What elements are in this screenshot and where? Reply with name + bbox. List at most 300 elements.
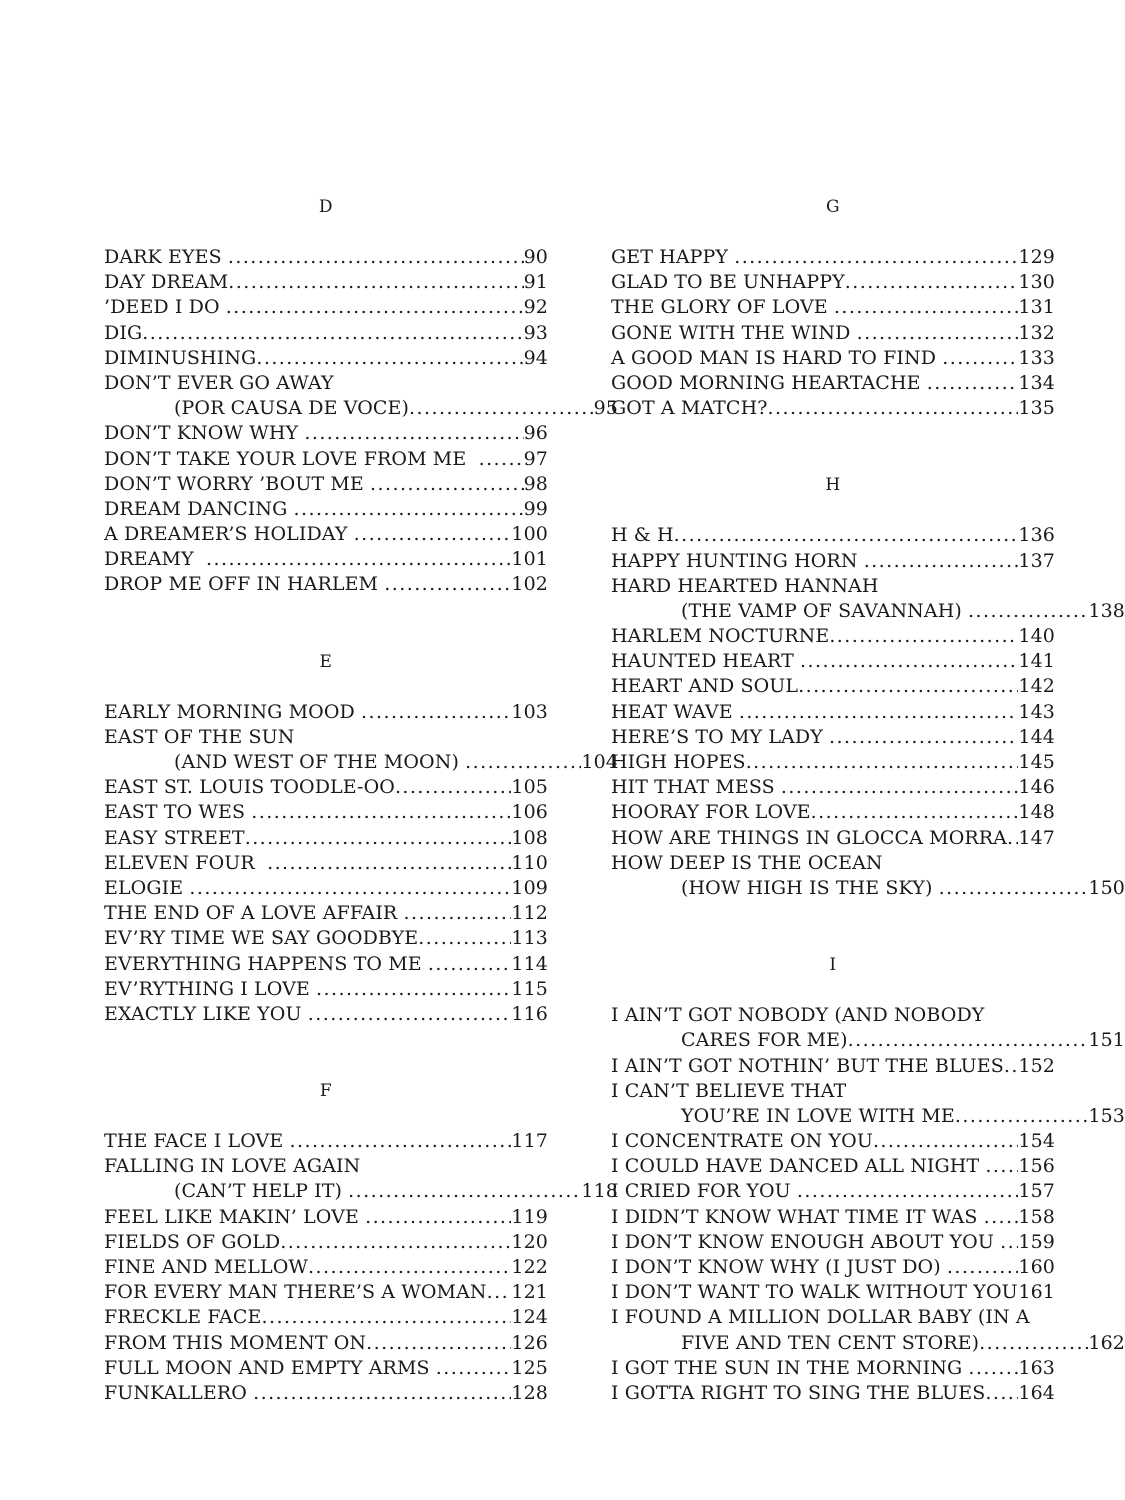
dot-leader [739, 703, 1019, 722]
index-entry-line [611, 295, 1055, 320]
index-entry-line [611, 1305, 1055, 1330]
entry-page-number: 141 [1018, 650, 1055, 673]
index-entry[interactable] [611, 674, 1055, 699]
entry-title: HARLEM NOCTURNE [611, 625, 830, 648]
index-entry-line [611, 700, 1055, 725]
index-entry[interactable] [611, 321, 1055, 346]
left-column [104, 196, 618, 1406]
dot-leader [984, 1208, 1019, 1227]
index-entry[interactable] [104, 547, 548, 572]
index-entry[interactable] [611, 245, 1055, 270]
entry-title: I DON’T KNOW WHY (I JUST DO) [611, 1256, 947, 1278]
entry-title: FOR EVERY MAN THERE’S A WOMAN [104, 1281, 487, 1304]
index-entry-line [611, 245, 1055, 270]
entry-title: DON’T KNOW WHY [104, 422, 305, 445]
entry-page-number: 118 [581, 1180, 618, 1203]
index-entry-line [104, 977, 548, 1002]
dot-leader [873, 1132, 1018, 1151]
entry-title: GOT A MATCH? [611, 397, 768, 420]
entry-page-number: 120 [511, 1230, 548, 1253]
dot-leader [927, 374, 1019, 393]
index-entry[interactable] [104, 725, 618, 775]
index-section-i [611, 954, 1125, 1406]
entry-title: I DON’T KNOW ENOUGH ABOUT YOU [611, 1230, 1001, 1253]
entry-page-number: 157 [1018, 1180, 1055, 1203]
entry-page-number: 97 [523, 447, 548, 470]
index-entry[interactable] [611, 775, 1055, 800]
entry-title: DIG [104, 321, 143, 344]
entry-page-number: 140 [1018, 625, 1055, 648]
entry-title: HOW DEEP IS THE OCEAN [611, 851, 883, 874]
entry-title: I GOTTA RIGHT TO SING THE BLUES [611, 1381, 986, 1404]
index-entry[interactable] [104, 851, 548, 876]
entry-page-number: 134 [1018, 371, 1055, 394]
entry-title: GOOD MORNING HEARTACHE [611, 371, 927, 394]
entry-page-number: 125 [511, 1356, 548, 1379]
index-entry[interactable] [611, 725, 1055, 750]
index-entry[interactable] [104, 700, 548, 725]
dot-leader [797, 1182, 1019, 1201]
entry-page-number: 128 [511, 1381, 548, 1404]
index-entry-line [611, 750, 1055, 775]
index-entry[interactable] [104, 572, 548, 597]
index-entry[interactable] [104, 876, 548, 901]
index-entry[interactable] [611, 826, 1055, 851]
index-entry-line [104, 1331, 548, 1356]
index-entry[interactable] [611, 574, 1125, 624]
index-entry[interactable] [611, 1154, 1055, 1179]
section-letter: D [318, 197, 334, 217]
entry-page-number: 104 [581, 751, 618, 773]
index-entry-line [104, 421, 548, 446]
index-entry[interactable] [611, 1179, 1055, 1204]
index-entry[interactable] [104, 1356, 548, 1381]
entry-title: HEART AND SOUL [611, 675, 799, 698]
entry-page-number: 103 [511, 700, 548, 723]
dot-leader [857, 324, 1019, 343]
section-letter: E [319, 651, 333, 672]
dot-leader [829, 627, 1018, 646]
entry-title: DON’T EVER GO AWAY [104, 371, 334, 394]
index-entry[interactable] [611, 800, 1055, 825]
entry-title: (HOW HIGH IS THE SKY) [681, 876, 939, 899]
entry-title: EXACTLY LIKE YOU [104, 1002, 308, 1025]
section-entry-list [104, 1129, 618, 1406]
index-entry[interactable] [104, 800, 548, 825]
index-entry-line [611, 725, 1055, 750]
index-columns [104, 196, 1125, 1406]
entry-page-number: 114 [511, 952, 548, 975]
index-entry-line [611, 674, 1055, 699]
entry-page-number: 152 [1018, 1054, 1055, 1077]
entry-page-number: 113 [511, 927, 548, 950]
dot-leader [968, 602, 1088, 621]
entry-page-number: 136 [1018, 524, 1055, 547]
index-entry[interactable] [611, 1280, 1055, 1305]
dot-leader [798, 677, 1018, 696]
index-entry-line [104, 346, 548, 371]
entry-title: DREAMY [104, 548, 207, 571]
index-entry-line [104, 952, 548, 977]
entry-page-number: 95 [593, 397, 618, 420]
index-entry[interactable] [104, 1129, 548, 1154]
entry-page-number: 145 [1018, 751, 1055, 773]
index-entry[interactable] [104, 1305, 548, 1330]
index-entry-line [611, 1230, 1055, 1255]
entry-page-number: 154 [1018, 1130, 1055, 1153]
entry-title: EAST OF THE SUN [104, 725, 295, 748]
dot-leader [781, 778, 1019, 797]
entry-title: HERE’S TO MY LADY [611, 725, 829, 748]
index-entry-line [104, 1002, 548, 1027]
index-entry-line [104, 750, 618, 775]
dot-leader [487, 1283, 512, 1302]
dot-leader [403, 904, 511, 923]
index-entry-line [104, 926, 548, 951]
index-entry-line [104, 522, 548, 547]
entry-title: HEAT WAVE [611, 700, 739, 723]
entry-page-number: 121 [511, 1281, 548, 1304]
entry-title: DON’T TAKE YOUR LOVE FROM ME [104, 447, 479, 470]
index-entry-line [611, 649, 1055, 674]
dot-leader [365, 1208, 511, 1227]
dot-leader [845, 273, 1019, 292]
entry-page-number: 117 [511, 1130, 548, 1153]
index-entry[interactable] [104, 447, 548, 472]
index-entry[interactable] [104, 901, 548, 926]
entry-page-number: 150 [1088, 876, 1125, 899]
index-section-f [104, 1080, 618, 1406]
entry-page-number: 158 [1018, 1205, 1055, 1228]
dot-leader [245, 829, 512, 848]
index-entry[interactable] [611, 1305, 1125, 1355]
index-entry-line [104, 1205, 548, 1230]
index-entry[interactable] [104, 245, 548, 270]
index-entry[interactable] [104, 295, 548, 320]
dot-leader [834, 298, 1019, 317]
entry-page-number: 109 [511, 876, 548, 899]
index-entry-line [611, 270, 1055, 295]
entry-page-number: 108 [511, 826, 548, 849]
dot-leader [428, 955, 512, 974]
index-entry[interactable] [611, 1054, 1055, 1079]
dot-leader [280, 1233, 511, 1252]
index-entry-line [104, 901, 548, 926]
index-entry[interactable] [104, 926, 548, 951]
entry-page-number: 101 [511, 548, 548, 571]
dot-leader [465, 753, 581, 772]
index-entry[interactable] [104, 952, 548, 977]
entry-title: FULL MOON AND EMPTY ARMS [104, 1356, 436, 1379]
entry-title: I CAN’T BELIEVE THAT [611, 1079, 847, 1102]
entry-page-number: 164 [1018, 1381, 1055, 1404]
entry-page-number: 151 [1088, 1029, 1125, 1052]
index-entry[interactable] [611, 1230, 1055, 1255]
dot-leader [479, 450, 524, 469]
entry-page-number: 126 [511, 1331, 548, 1354]
entry-title: FUNKALLERO [104, 1381, 254, 1404]
index-entry[interactable] [611, 700, 1055, 725]
entry-page-number: 100 [511, 523, 548, 546]
index-entry-line [611, 1129, 1055, 1154]
index-entry[interactable] [104, 826, 548, 851]
dot-leader [436, 1359, 512, 1378]
section-entry-list [104, 245, 618, 598]
dot-leader [228, 248, 524, 267]
index-entry[interactable] [611, 1255, 1055, 1280]
index-entry[interactable] [104, 1230, 548, 1255]
index-entry[interactable] [104, 1331, 548, 1356]
dot-leader [968, 1359, 1018, 1378]
entry-page-number: 148 [1018, 801, 1055, 824]
entry-page-number: 142 [1018, 675, 1055, 698]
entry-title: (THE VAMP OF SAVANNAH) [681, 599, 969, 622]
dot-leader [294, 500, 524, 519]
index-entry-line [104, 1129, 548, 1154]
index-entry[interactable] [104, 1205, 548, 1230]
index-entry-line [611, 1079, 1055, 1104]
dot-leader [985, 1384, 1018, 1403]
entry-title: A DREAMER’S HOLIDAY [104, 523, 354, 546]
index-entry-line [104, 497, 548, 522]
entry-page-number: 91 [523, 271, 548, 294]
entry-page-number: 105 [511, 776, 548, 799]
index-entry-line [611, 396, 1055, 421]
entry-title: (POR CAUSA DE VOCE) [174, 397, 409, 420]
index-entry-line [104, 826, 548, 851]
index-entry[interactable] [611, 523, 1055, 548]
entry-page-number: 146 [1018, 776, 1055, 799]
entry-page-number: 159 [1018, 1230, 1055, 1253]
dot-leader [308, 1258, 511, 1277]
entry-title: DREAM DANCING [104, 497, 294, 520]
entry-title: I COULD HAVE DANCED ALL NIGHT [611, 1155, 986, 1178]
index-entry[interactable] [104, 1255, 548, 1280]
index-entry-line [104, 472, 548, 497]
index-entry-line [611, 1205, 1055, 1230]
index-entry[interactable] [104, 1002, 548, 1027]
dot-leader [142, 324, 523, 343]
dot-leader [746, 753, 1019, 772]
entry-title: ’DEED I DO [104, 296, 226, 319]
index-entry[interactable] [611, 1205, 1055, 1230]
index-entry-line [611, 346, 1055, 371]
entry-title: ELEVEN FOUR [104, 851, 268, 874]
index-entry-line [611, 371, 1055, 396]
index-entry[interactable] [104, 1280, 548, 1305]
dot-leader [290, 1132, 512, 1151]
index-entry-line [104, 396, 618, 421]
entry-title: THE FACE I LOVE [104, 1130, 290, 1153]
dot-leader [848, 1031, 1089, 1050]
entry-title: THE END OF A LOVE AFFAIR [104, 902, 404, 925]
index-entry[interactable] [611, 851, 1125, 901]
entry-title: FRECKLE FACE [104, 1306, 262, 1329]
index-entry[interactable] [611, 1381, 1055, 1406]
section-letter: I [829, 955, 837, 976]
entry-title: I CRIED FOR YOU [611, 1180, 797, 1203]
entry-title: DON’T WORRY ’BOUT ME [104, 472, 371, 495]
index-section-g [611, 196, 1055, 421]
index-entry[interactable] [104, 522, 548, 547]
dot-leader [985, 1157, 1018, 1176]
index-entry[interactable] [611, 649, 1055, 674]
index-entry[interactable] [104, 346, 548, 371]
section-entry-list [611, 245, 1055, 421]
index-entry[interactable] [611, 1003, 1125, 1053]
entry-page-number: 102 [511, 573, 548, 596]
entry-title: HAPPY HUNTING HORN [611, 549, 864, 572]
index-entry-line [611, 1280, 1055, 1305]
index-entry-line [611, 599, 1125, 624]
index-entry-line [611, 1356, 1055, 1381]
dot-leader [384, 575, 511, 594]
dot-leader [308, 1005, 512, 1024]
index-entry-line [611, 826, 1055, 851]
index-entry-line [104, 700, 548, 725]
entry-title: EASY STREET [104, 826, 245, 849]
index-entry[interactable] [611, 750, 1055, 775]
index-entry[interactable] [104, 1381, 548, 1406]
index-entry[interactable] [611, 346, 1055, 371]
index-entry-line [611, 321, 1055, 346]
section-entry-list [611, 1003, 1125, 1406]
entry-title: EARLY MORNING MOOD [104, 700, 361, 723]
dot-leader [768, 399, 1019, 418]
entry-title: HIGH HOPES [611, 751, 746, 773]
index-entry[interactable] [611, 396, 1055, 421]
entry-title: GLAD TO BE UNHAPPY [611, 271, 845, 294]
entry-page-number: 98 [523, 472, 548, 495]
dot-leader [261, 1308, 511, 1327]
entry-title: EAST ST. LOUIS TOODLE-OO [104, 776, 395, 799]
entry-title: HIT THAT MESS [611, 776, 781, 799]
entry-title: FIELDS OF GOLD [104, 1230, 281, 1253]
index-entry-line [611, 851, 1055, 876]
index-entry-line [104, 572, 548, 597]
entry-title: YOU’RE IN LOVE WITH ME [681, 1104, 955, 1127]
index-entry-line [611, 1054, 1055, 1079]
entry-page-number: 156 [1018, 1155, 1055, 1178]
dot-leader [251, 803, 511, 822]
index-entry[interactable] [611, 1129, 1055, 1154]
index-entry[interactable] [611, 549, 1055, 574]
dot-leader [253, 1384, 511, 1403]
entry-page-number: 124 [511, 1306, 548, 1329]
dot-leader [409, 399, 594, 418]
index-entry[interactable] [611, 624, 1055, 649]
index-entry-line [611, 549, 1055, 574]
section-letter: H [825, 475, 841, 496]
index-entry-line [104, 270, 548, 295]
dot-leader [1018, 1283, 1019, 1302]
entry-title: HAUNTED HEART [611, 650, 800, 673]
dot-leader [361, 703, 511, 722]
right-column [611, 196, 1125, 1406]
index-entry[interactable] [611, 1356, 1055, 1381]
index-entry-line [104, 245, 548, 270]
entry-title: I DIDN’T KNOW WHAT TIME IT WAS [611, 1205, 984, 1228]
index-entry[interactable] [611, 371, 1055, 396]
index-entry[interactable] [611, 1079, 1125, 1129]
section-entry-list [611, 523, 1125, 901]
index-entry-line [104, 1381, 548, 1406]
index-entry[interactable] [104, 371, 618, 421]
entry-page-number: 99 [523, 497, 548, 520]
dot-leader [228, 273, 523, 292]
index-entry[interactable] [104, 775, 548, 800]
dot-leader [189, 879, 511, 898]
index-entry-line [611, 876, 1125, 901]
entry-page-number: 138 [1088, 599, 1125, 622]
index-entry[interactable] [104, 1154, 618, 1204]
dot-leader [206, 550, 511, 569]
index-entry-line [611, 1028, 1125, 1053]
index-entry-line [104, 547, 548, 572]
index-entry[interactable] [611, 295, 1055, 320]
entry-title: I CONCENTRATE ON YOU [611, 1130, 873, 1153]
index-entry[interactable] [104, 472, 548, 497]
index-entry-line [104, 1230, 548, 1255]
dot-leader [942, 349, 1018, 368]
entry-title: DROP ME OFF IN HARLEM [104, 573, 385, 596]
index-entry[interactable] [104, 497, 548, 522]
dot-leader [256, 349, 523, 368]
index-entry-line [104, 725, 548, 750]
entry-title: FEEL LIKE MAKIN’ LOVE [104, 1205, 366, 1228]
index-entry-line [104, 800, 548, 825]
index-entry-line [104, 371, 548, 396]
index-entry[interactable] [104, 270, 548, 295]
entry-page-number: 160 [1018, 1256, 1055, 1278]
entry-page-number: 94 [523, 346, 548, 369]
dot-leader [1004, 1057, 1019, 1076]
dot-leader [829, 728, 1018, 747]
index-entry-line [611, 775, 1055, 800]
dot-leader [1000, 1233, 1018, 1252]
entry-page-number: 131 [1018, 296, 1055, 319]
entry-title: H & H [611, 524, 674, 547]
entry-page-number: 163 [1018, 1356, 1055, 1379]
entry-title: EAST TO WES [104, 801, 252, 824]
dot-leader [395, 778, 511, 797]
section-entry-list [104, 700, 618, 1027]
entry-page-number: 90 [523, 246, 548, 268]
entry-title: I AIN’T GOT NOBODY (AND NOBODY [611, 1004, 985, 1027]
index-section-e [104, 651, 618, 1027]
index-entry-line [104, 1179, 618, 1204]
entry-title: HOORAY FOR LOVE [611, 801, 811, 824]
index-entry[interactable] [104, 977, 548, 1002]
entry-page-number: 96 [523, 422, 548, 445]
index-entry[interactable] [611, 270, 1055, 295]
entry-page-number: 122 [511, 1256, 548, 1278]
entry-page-number: 153 [1088, 1104, 1125, 1127]
dot-leader [979, 1334, 1088, 1353]
dot-leader [955, 1107, 1089, 1126]
entry-title: DIMINUSHING [104, 346, 257, 369]
dot-leader [418, 929, 511, 948]
dot-leader [348, 1182, 581, 1201]
index-entry-line [611, 574, 1055, 599]
dot-leader [947, 1258, 1019, 1277]
index-entry[interactable] [104, 321, 548, 346]
dot-leader [267, 854, 511, 873]
index-entry[interactable] [104, 421, 548, 446]
entry-title: GONE WITH THE WIND [611, 321, 857, 344]
index-entry-line [104, 1305, 548, 1330]
index-entry-line [611, 1003, 1055, 1028]
